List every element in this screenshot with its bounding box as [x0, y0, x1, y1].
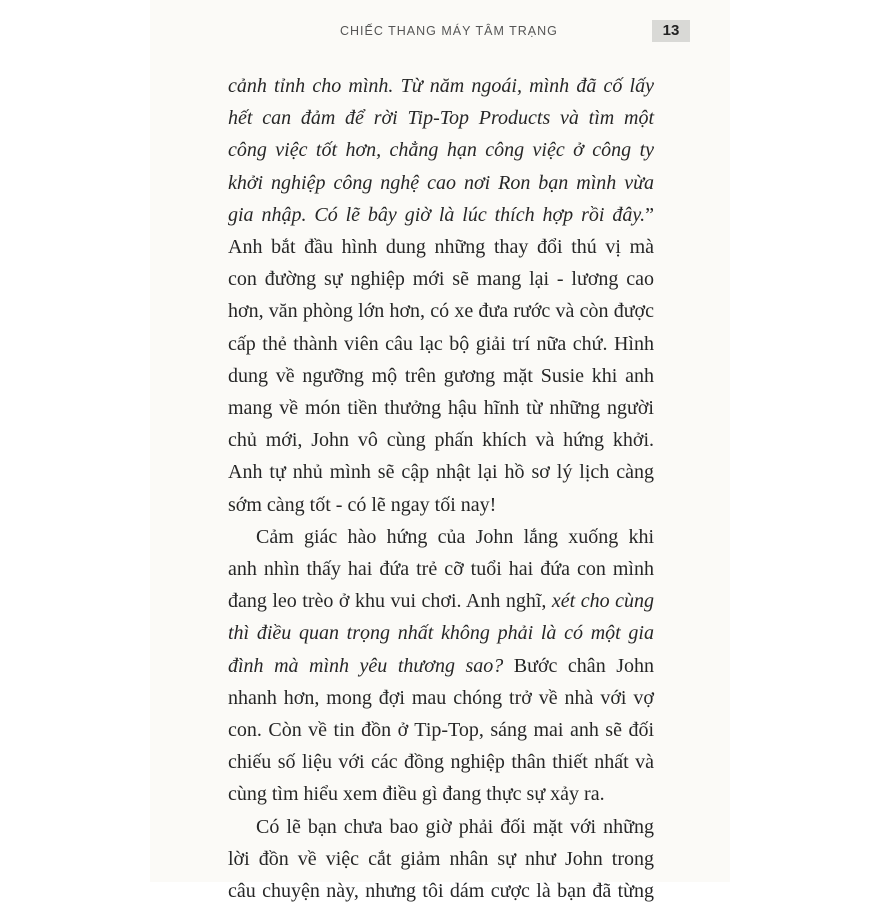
text-line [228, 521, 654, 553]
text-line [228, 263, 654, 295]
text-line [228, 553, 654, 585]
text-run: chủ mới, John vô cùng phấn khích và hứng khởi. [228, 429, 654, 452]
paragraph [228, 70, 654, 521]
text-run: con đường sự nghiệp mới sẽ mang lại - lương cao [228, 268, 654, 291]
text-line [228, 875, 654, 907]
text-run: ” [645, 203, 654, 226]
text-line [228, 746, 654, 778]
text-run: sớm càng tốt - có lẽ ngay tối nay! [228, 493, 497, 516]
text-line [228, 167, 654, 199]
text-run: lời đồn về việc cắt giảm nhân sự như John trong [228, 847, 654, 870]
text-run: Có lẽ bạn chưa bao giờ phải đối mặt với những [256, 815, 654, 838]
text-line [228, 70, 654, 102]
text-run: nhanh hơn, mong đợi mau chóng trở về nhà với vợ [228, 686, 654, 709]
text-line [228, 617, 654, 649]
text-line [228, 682, 654, 714]
running-header: CHIẾC THANG MÁY TÂM TRẠNG [340, 24, 558, 38]
text-line [228, 134, 654, 166]
text-line [228, 843, 654, 875]
text-line [228, 295, 654, 327]
text-line [228, 392, 654, 424]
italic-text-run: xét cho cùng [551, 590, 654, 613]
italic-text-run: khởi nghiệp công nghệ cao nơi Ron bạn mình vừa [228, 171, 654, 194]
text-run: đang leo trèo ở khu vui chơi. Anh nghĩ, [228, 590, 552, 613]
italic-text-run: hết can đảm để rời Tip-Top Products và tìm một [228, 107, 654, 130]
paragraph [228, 521, 654, 811]
text-line [228, 102, 654, 134]
text-line [228, 360, 654, 392]
text-run: câu chuyện này, nhưng tôi dám cược là bạn đã từng [228, 880, 654, 903]
text-line [228, 231, 654, 263]
text-line [228, 489, 654, 521]
text-run: mang về món tiền thưởng hậu hĩnh từ những người [228, 397, 654, 420]
text-line [228, 199, 654, 231]
text-run: con. Còn về tin đồn ở Tip-Top, sáng mai anh sẽ đối [228, 719, 654, 742]
text-run: dung về ngưỡng mộ trên gương mặt Susie khi anh [228, 364, 654, 387]
text-run: chiếu số liệu với các đồng nghiệp thân thiết nhất và [228, 751, 654, 774]
text-line [228, 456, 654, 488]
text-run: Cảm giác hào hứng của John lắng xuống khi [256, 525, 654, 548]
text-line [228, 714, 654, 746]
text-run: anh nhìn thấy hai đứa trẻ cỡ tuổi hai đứa con mình [228, 558, 654, 581]
text-run: Bước chân John [503, 654, 654, 677]
text-run: cùng tìm hiểu xem điều gì đang thực sự xảy ra. [228, 783, 605, 806]
paragraph [228, 811, 654, 907]
body-text [228, 70, 654, 907]
italic-text-run: gia nhập. Có lẽ bây giờ là lúc thích hợp rồi đây. [228, 203, 646, 226]
text-line [228, 778, 654, 810]
text-line [228, 424, 654, 456]
italic-text-run: thì điều quan trọng nhất không phải là có một gia [228, 622, 654, 645]
italic-text-run: công việc tốt hơn, chẳng hạn công việc ở công ty [228, 139, 654, 162]
italic-text-run: cảnh tỉnh cho mình. Từ năm ngoái, mình đã cố lấy [228, 75, 654, 97]
text-run: Anh bắt đầu hình dung những thay đổi thú vị mà [228, 236, 654, 259]
text-run: cấp thẻ thành viên câu lạc bộ giải trí nữa chứ. Hình [228, 332, 654, 355]
page-number: 13 [652, 20, 690, 42]
text-line [228, 811, 654, 843]
text-run: hơn, văn phòng lớn hơn, có xe đưa rước và còn được [228, 300, 654, 323]
text-line [228, 328, 654, 360]
text-run: Anh tự nhủ mình sẽ cập nhật lại hồ sơ lý lịch càng [228, 461, 654, 484]
text-line [228, 650, 654, 682]
text-line [228, 585, 654, 617]
italic-text-run: đình mà mình yêu thương sao? [228, 654, 504, 677]
